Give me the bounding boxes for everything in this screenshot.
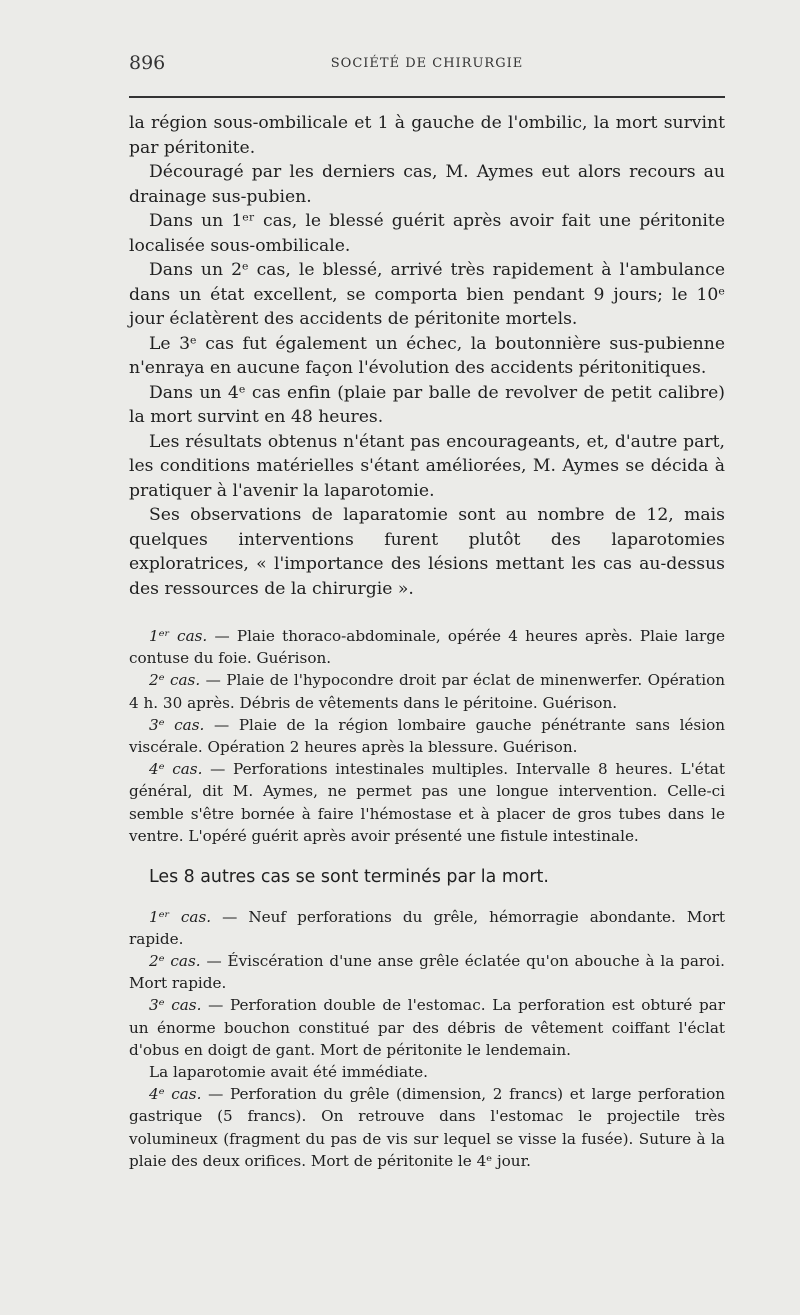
case-entry xyxy=(129,950,725,994)
case-label: 2ᵉ cas. xyxy=(149,951,201,970)
case-text: — Plaie de l'hypocondre droit par éclat de minenwerfer. Opération 4 h. 30 après. Débris de vêtements dans le péritoine. Guérison. xyxy=(129,671,725,712)
case-entry xyxy=(129,994,725,1061)
paragraph: Dans un 1ᵉʳ cas, le blessé guérit après avoir fait une péritonite localisée sous-ombilicale. xyxy=(129,211,725,256)
paragraph: la région sous-ombilicale et 1 à gauche de l'ombilic, la mort survint par péritonite. xyxy=(129,113,725,158)
case-label: 3ᵉ cas. xyxy=(149,996,202,1015)
spacer xyxy=(129,847,725,865)
header-rule xyxy=(129,96,725,98)
case-text: — Perforation du grêle (dimension, 2 francs) et large perforation gastrique (5 francs). On retrouve dans l'estomac le projectile très volumineux (fragment du pas de vis sur lequel se visse la fusée). Suture à la plaie des deux orifices. Mort de péritonite le 4ᵉ jour. xyxy=(129,1085,725,1170)
running-title: SOCIÉTÉ DE CHIRURGIE xyxy=(330,56,524,71)
success-cases xyxy=(129,625,725,847)
paragraph: Dans un 4ᵉ cas enfin (plaie par balle de revolver de petit calibre) la mort survint en 48 heures. xyxy=(129,382,725,427)
case-entry xyxy=(129,625,725,669)
case-text: — Perforation double de l'estomac. La perforation est obturé par un énorme bouchon constitué par des débris de vêtement coiffant l'éclat d'obus en doigt de gant. Mort de péritonite le lendemain. xyxy=(129,996,725,1059)
case-entry xyxy=(129,714,725,758)
case-label: 3ᵉ cas. xyxy=(149,715,205,734)
case-text: — Éviscération d'une anse grêle éclatée qu'on abouche à la paroi. Mort rapide. xyxy=(129,951,725,993)
page-body xyxy=(129,111,725,1172)
spacer xyxy=(129,890,725,906)
case-entry xyxy=(129,1083,725,1172)
case-label: 2ᵉ cas. xyxy=(149,671,201,690)
case-label: 4ᵉ cas. xyxy=(149,760,203,779)
case-entry xyxy=(129,758,725,847)
paragraph: Ses observations de laparatomie sont au nombre de 12, mais quelques interventions furent plutôt des laparotomies exploratrices, « l'importance des lésions mettant les cas au-dessus des ressources de la chirurgie ». xyxy=(129,505,725,599)
case-label: 1ᵉʳ cas. xyxy=(149,627,208,645)
case-label: 4ᵉ cas. xyxy=(149,1085,202,1104)
case-entry xyxy=(129,906,725,950)
paragraph: Découragé par les derniers cas, M. Aymes eut alors recours au drainage sus-pubien. xyxy=(129,162,725,207)
case-text: — Plaie thoraco-abdominale, opérée 4 heures après. Plaie large contuse du foie. Guérison. xyxy=(129,627,726,668)
death-cases xyxy=(129,906,725,1172)
case-label: 1ᵉʳ cas. xyxy=(149,907,212,926)
mortality-heading: Les 8 autres cas se sont terminés par la mort. xyxy=(149,867,549,888)
paragraph: Le 3ᵉ cas fut également un échec, la boutonnière sus-pubienne n'enraya en aucune façon l'évolution des accidents péritonitiques. xyxy=(129,333,725,378)
note: La laparotomie avait été immédiate. xyxy=(149,1062,428,1081)
case-text: — Perforations intestinales multiples. Intervalle 8 heures. L'état général, dit M. Aymes, ne permet pas une longue intervention. Celle-ci semble s'être bornée à faire l'hémostase et à placer de gros tubes dans le ventre. L'opéré guérit après avoir présenté une fistule intestinale. xyxy=(129,760,725,845)
case-text: — Plaie de la région lombaire gauche pénétrante sans lésion viscérale. Opération 2 heures après la blessure. Guérison. xyxy=(129,715,725,757)
paragraph: Dans un 2ᵉ cas, le blessé, arrivé très rapidement à l'ambulance dans un état excellent, se comporta bien pendant 9 jours; le 10ᵉ jour éclatèrent des accidents de péritonite mortels. xyxy=(129,260,725,329)
page-header xyxy=(129,52,725,74)
paragraph: Les résultats obtenus n'étant pas encourageants, et, d'autre part, les conditions matérielles s'étant améliorées, M. Aymes se décida à pratiquer à l'avenir la laparotomie. xyxy=(129,431,725,501)
page-number: 896 xyxy=(129,52,166,74)
case-text: — Neuf perforations du grêle, hémorragie abondante. Mort rapide. xyxy=(129,907,725,948)
spacer xyxy=(129,601,725,625)
case-entry xyxy=(129,669,725,713)
